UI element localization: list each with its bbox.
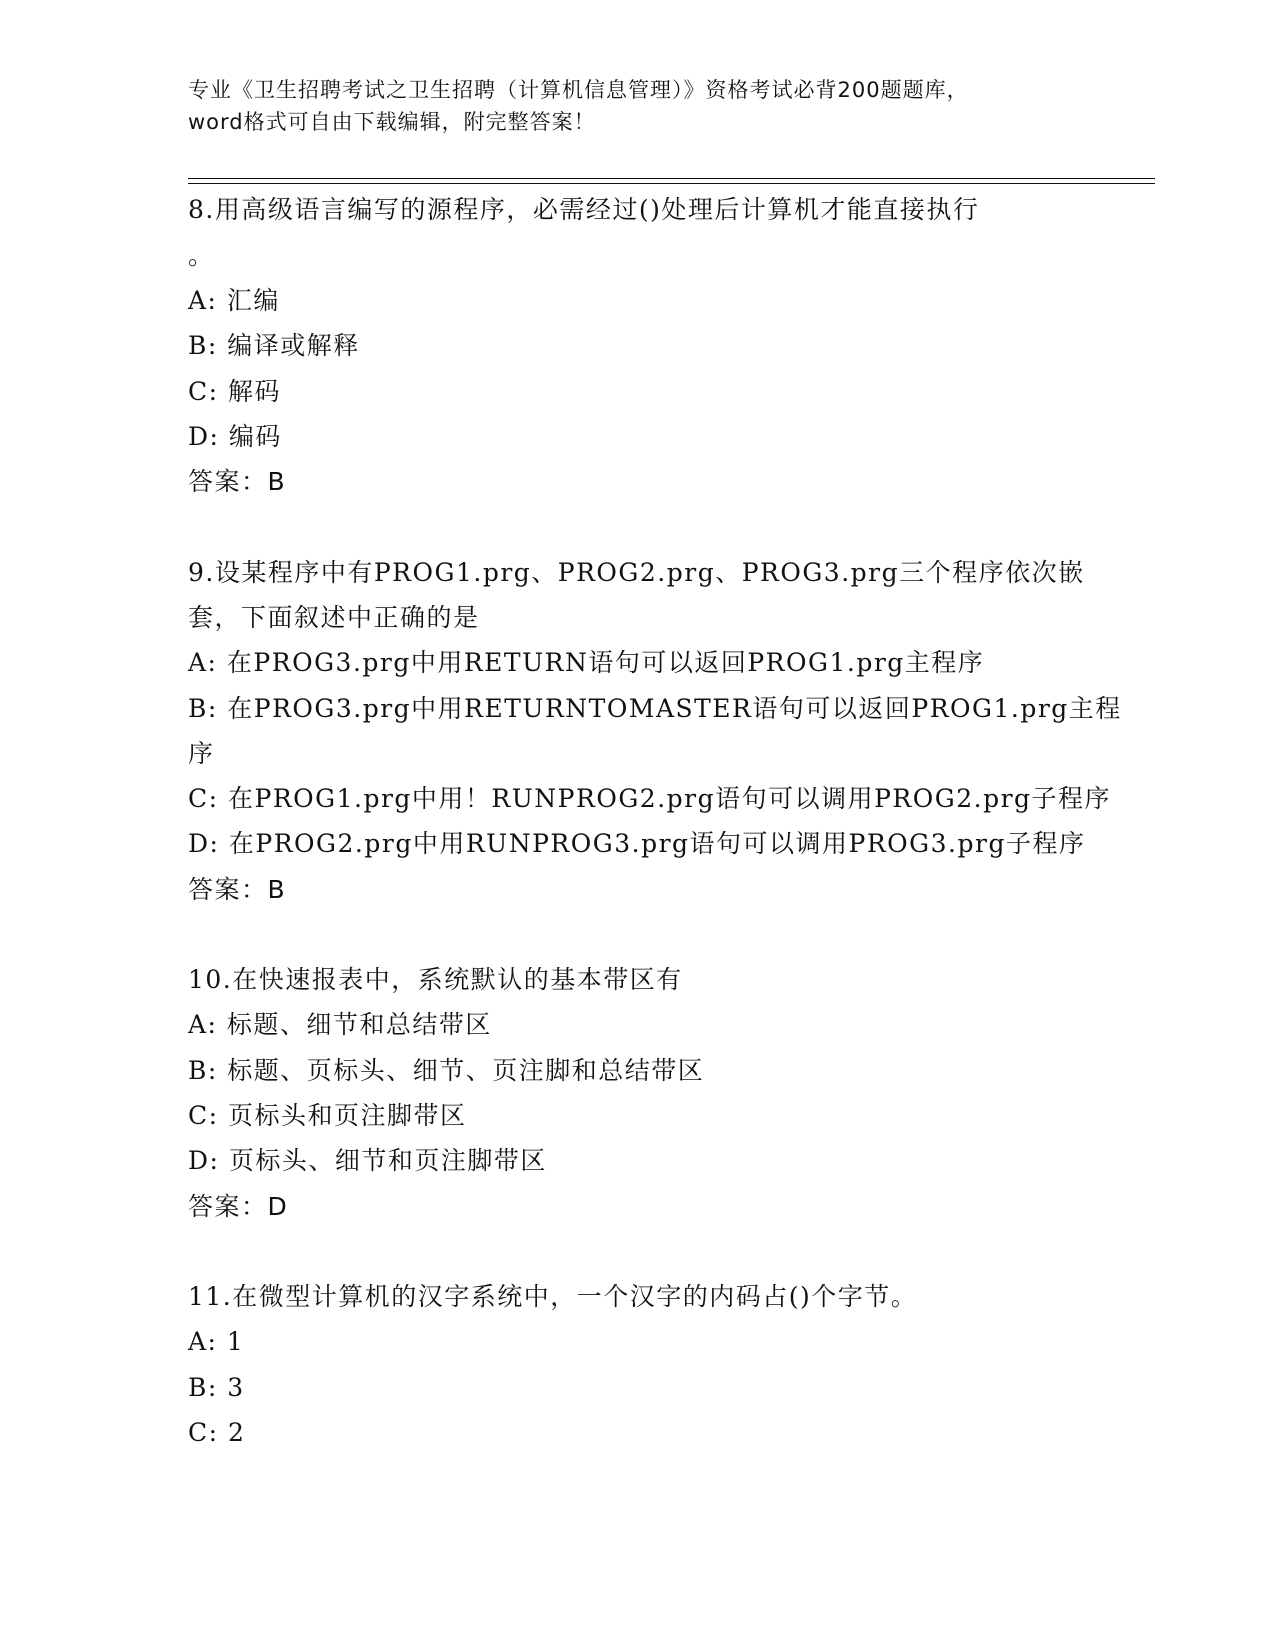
document-header <box>188 74 1088 138</box>
q10-option-a: A: 标题、细节和总结带区 <box>188 1010 492 1039</box>
q10-option-d: D: 页标头、细节和页注脚带区 <box>188 1146 547 1175</box>
q9-stem-line-2: 套，下面叙述中正确的是 <box>188 603 480 632</box>
q8-option-a: A: 汇编 <box>188 286 280 315</box>
q10-option-b: B: 标题、页标头、细节、页注脚和总结带区 <box>188 1056 705 1085</box>
q8-option-b: B: 编译或解释 <box>188 331 360 360</box>
q11-option-c: C: 2 <box>188 1418 246 1447</box>
header-title-line-2: word格式可自由下载编辑，附完整答案！ <box>188 110 596 134</box>
q9-answer: 答案：B <box>188 875 287 904</box>
header-title-line-1: 专业《卫生招聘考试之卫生招聘（计算机信息管理）》资格考试必背200题题库， <box>188 78 969 102</box>
q10-stem: 10.在快速报表中，系统默认的基本带区有 <box>188 965 683 994</box>
q8-stem-line-2: 。 <box>188 241 215 270</box>
q9-option-c: C: 在PROG1.prg中用！RUNPROG2.prg语句可以调用PROG2.prg子程序 <box>188 784 1112 813</box>
q8-answer: 答案：B <box>188 467 287 496</box>
q9-option-b-line-2: 序 <box>188 739 215 768</box>
q11-stem: 11.在微型计算机的汉字系统中，一个汉字的内码占()个字节。 <box>188 1282 918 1311</box>
q10-answer: 答案：D <box>188 1192 289 1221</box>
header-divider-top <box>188 178 1155 179</box>
q9-option-a: A: 在PROG3.prg中用RETURN语句可以返回PROG1.prg主程序 <box>188 648 985 677</box>
q8-stem-line-1: 8.用高级语言编写的源程序，必需经过()处理后计算机才能直接执行 <box>188 195 980 224</box>
q10-option-c: C: 页标头和页注脚带区 <box>188 1101 467 1130</box>
q9-option-b-line-1: B: 在PROG3.prg中用RETURNTOMASTER语句可以返回PROG1.prg主程 <box>188 694 1122 723</box>
header-divider-bottom <box>188 183 1155 184</box>
q11-option-b: B: 3 <box>188 1373 245 1402</box>
q9-stem-line-1: 9.设某程序中有PROG1.prg、PROG2.prg、PROG3.prg三个程序依次嵌 <box>188 558 1085 587</box>
q11-option-a: A: 1 <box>188 1327 245 1356</box>
q9-option-d: D: 在PROG2.prg中用RUNPROG3.prg语句可以调用PROG3.prg子程序 <box>188 829 1086 858</box>
q8-option-c: C: 解码 <box>188 377 281 406</box>
q8-option-d: D: 编码 <box>188 422 282 451</box>
